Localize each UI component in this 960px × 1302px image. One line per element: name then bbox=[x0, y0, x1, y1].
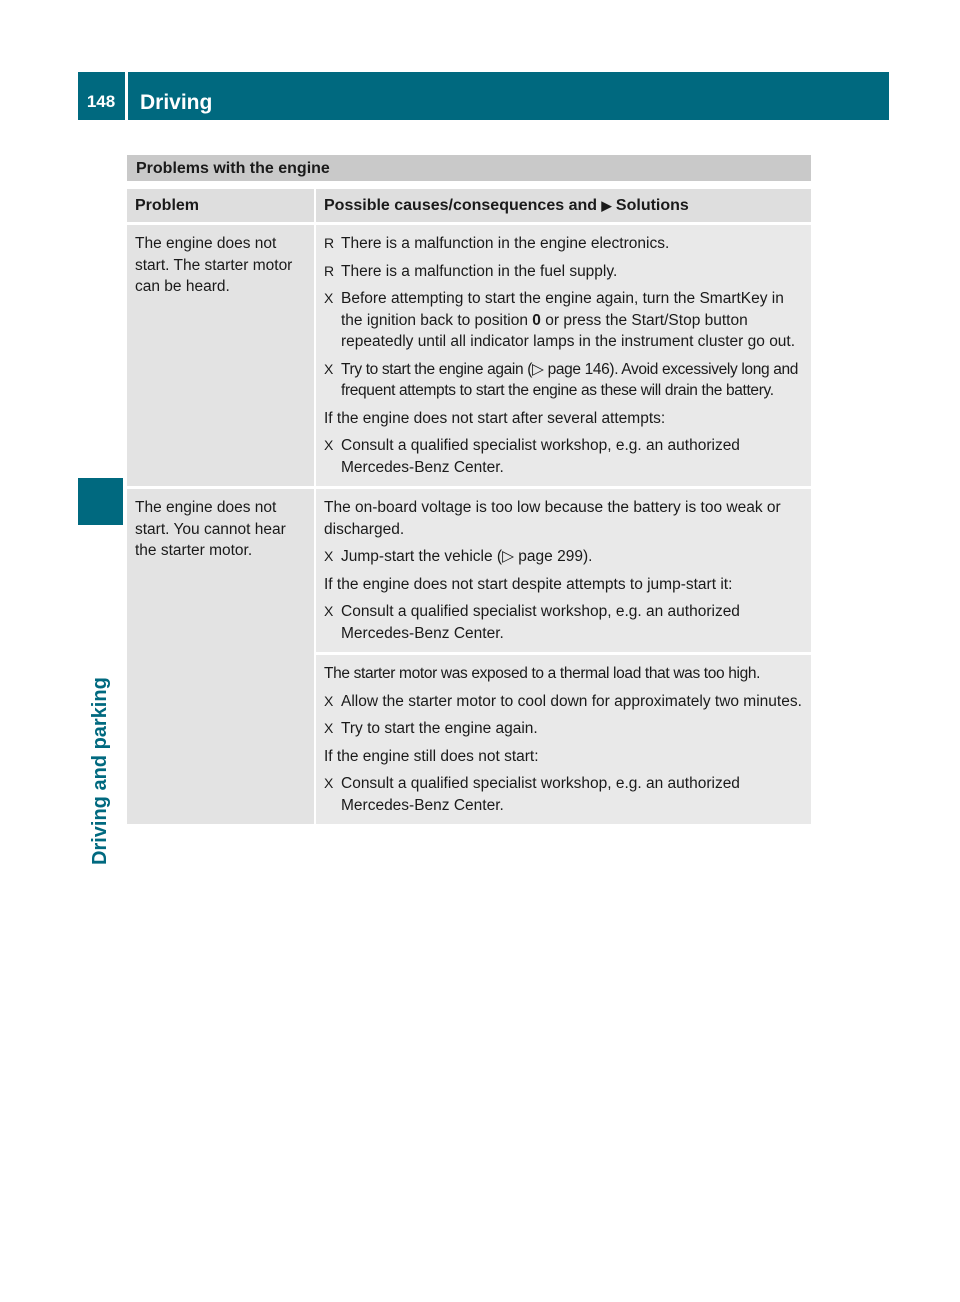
page-number: 148 bbox=[86, 92, 116, 111]
step-icon: X bbox=[324, 775, 334, 791]
cause-text: The on-board voltage is too low because the battery is too weak or discharged. bbox=[324, 499, 781, 538]
condition-text: If the engine still does not start: bbox=[324, 747, 539, 765]
step-item: X Consult a qualified specialist workshop, e.g. an authorized Mercedes-Benz Center. bbox=[324, 437, 740, 476]
step-item: X Consult a qualified specialist workshop, e.g. an authorized Mercedes-Benz Center. bbox=[324, 603, 740, 642]
solution-cell bbox=[316, 489, 811, 824]
solution-block bbox=[316, 655, 811, 824]
column-header-solutions-suffix: Solutions bbox=[615, 197, 689, 214]
step-icon: X bbox=[324, 360, 333, 377]
table-row bbox=[127, 225, 811, 486]
solution-cell bbox=[316, 225, 811, 486]
step-item: X Allow the starter motor to cool down for approximately two minutes. bbox=[324, 691, 805, 713]
list-item: R There is a malfunction in the engine electronics. bbox=[324, 233, 805, 255]
step-item: X Jump-start the vehicle (▷ page 299). bbox=[324, 546, 805, 568]
step-item: X Try to start the engine again (▷ page 146). Avoid excessively long and frequent attempts to start the engine as these will drain the battery. bbox=[324, 360, 799, 399]
table-header-row bbox=[127, 189, 811, 222]
step-icon: X bbox=[324, 290, 334, 306]
side-tab bbox=[78, 120, 123, 865]
column-header-solutions bbox=[316, 189, 811, 222]
step-icon: X bbox=[324, 548, 334, 564]
problem-cell: The engine does not start. The starter motor can be heard. bbox=[127, 225, 314, 486]
condition-text: If the engine does not start after several attempts: bbox=[324, 409, 666, 427]
condition-text: If the engine does not start despite attempts to jump-start it: bbox=[324, 575, 733, 593]
header-divider bbox=[125, 72, 128, 120]
ignition-position: 0 bbox=[532, 311, 541, 329]
step-icon: X bbox=[324, 692, 334, 709]
step-item: X Before attempting to start the engine again, turn the SmartKey in the ignition back to position 0 or press the Start/Stop button repeatedly until all indicator lamps in the instrument cluster go out. bbox=[324, 290, 796, 350]
bullet-icon: R bbox=[324, 235, 335, 251]
list-item: R There is a malfunction in the fuel supply. bbox=[324, 261, 805, 283]
step-icon: X bbox=[324, 720, 334, 736]
table-row bbox=[127, 489, 811, 824]
page-header bbox=[78, 72, 889, 120]
column-header-problem: Problem bbox=[127, 189, 314, 222]
step-icon: X bbox=[324, 437, 334, 453]
column-header-solutions-prefix: Possible causes/consequences and bbox=[324, 197, 598, 214]
section-title: Driving bbox=[140, 91, 213, 114]
bullet-icon: R bbox=[324, 262, 335, 279]
step-item: X Try to start the engine again. bbox=[324, 718, 805, 740]
step-item: X Consult a qualified specialist workshop, e.g. an authorized Mercedes-Benz Center. bbox=[324, 775, 740, 814]
table-title: Problems with the engine bbox=[127, 155, 811, 181]
solution-block bbox=[316, 489, 811, 652]
cause-text: The starter motor was exposed to a thermal load that was too high. bbox=[324, 665, 761, 682]
step-icon: X bbox=[324, 603, 334, 619]
problem-cell: The engine does not start. You cannot hear the starter motor. bbox=[127, 489, 314, 824]
problems-table bbox=[127, 155, 811, 824]
solution-arrow-icon: ▶ bbox=[601, 198, 612, 213]
side-tab-label: Driving and parking bbox=[89, 677, 111, 865]
side-tab-marker bbox=[78, 478, 123, 525]
